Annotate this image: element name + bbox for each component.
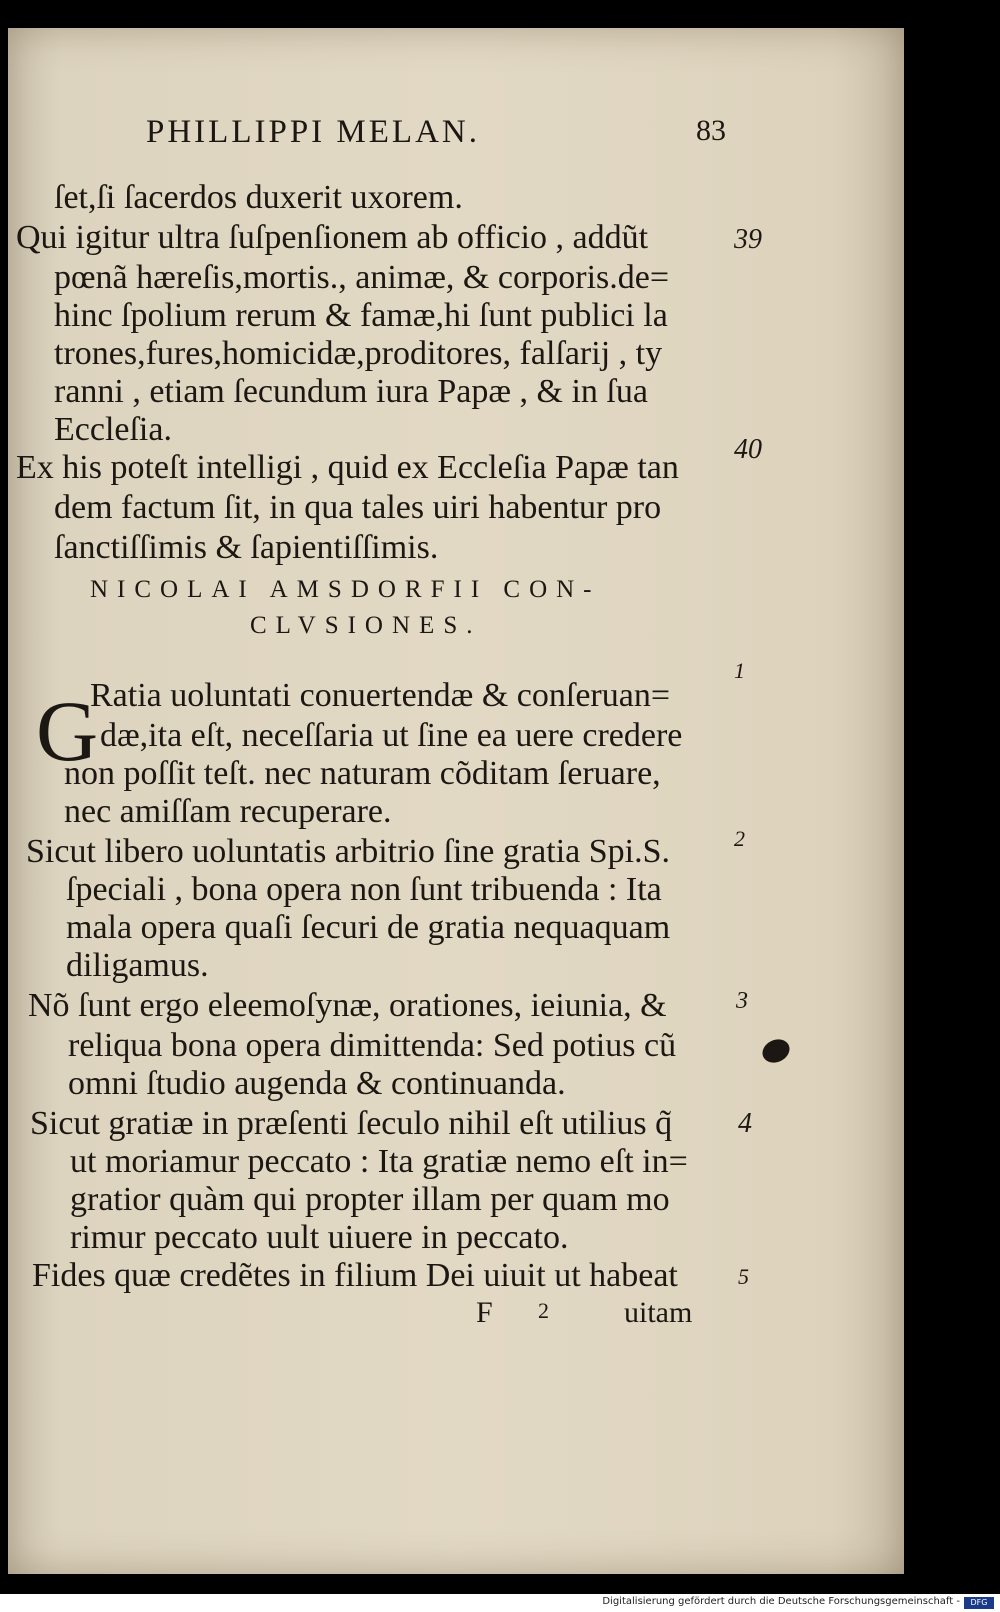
margin-number: 3	[736, 988, 748, 1014]
text-line: dem factum ſit, in qua tales uiri habentur pro	[54, 489, 662, 526]
dfg-logo: DFG	[964, 1597, 994, 1609]
dropcap-letter: G	[36, 683, 99, 779]
text-line: Sicut gratiæ in præſenti ſeculo nihil eſt utilius q̃	[30, 1105, 673, 1142]
margin-number: 40	[734, 434, 762, 465]
ink-blot	[759, 1035, 794, 1067]
text-line: ſanctiſſimis & ſapientiſſimis.	[54, 529, 439, 566]
text-line: pœnã hæreſis,mortis., animæ, & corporis.de=	[54, 259, 670, 296]
text-line: ranni , etiam ſecundum iura Papæ , & in ſua	[54, 373, 648, 410]
text-line: trones,fures,homicidæ,proditores, falſarij , ty	[54, 335, 663, 372]
book-page	[8, 28, 904, 1574]
footer-credit: Digitalisierung gefördert durch die Deutsche Forschungsgemeinschaft -	[602, 1596, 960, 1607]
catchword: uitam	[624, 1296, 693, 1329]
signature-mark: F	[476, 1296, 493, 1329]
folio-number: 83	[696, 114, 726, 147]
margin-number: 39	[734, 224, 762, 255]
text-line: ſet,ſi ſacerdos duxerit uxorem.	[54, 179, 463, 216]
text-line: Ratia uoluntati conuertendæ & conſeruan=	[90, 677, 671, 714]
text-line: mala opera quaſi ſecuri de gratia nequaquam	[66, 909, 671, 946]
margin-number: 5	[738, 1264, 749, 1289]
section-title-line2: CLVSIONES.	[250, 612, 482, 639]
running-title: PHILLIPPI MELAN.	[146, 114, 480, 150]
text-line: diligamus.	[66, 947, 209, 984]
text-line: dæ,ita eſt, neceſſaria ut ſine ea uere credere	[100, 717, 683, 754]
margin-number: 4	[738, 1108, 752, 1139]
text-line: non poſſit teſt. nec naturam cõditam ſeruare,	[64, 755, 661, 792]
text-line: Qui igitur ultra ſuſpenſionem ab officio , addũt	[16, 219, 649, 256]
signature-number: 2	[538, 1298, 549, 1323]
text-line: nec amiſſam recuperare.	[64, 793, 392, 830]
text-line: hinc ſpolium rerum & famæ,hi ſunt publici la	[54, 297, 668, 334]
text-line: Nõ ſunt ergo eleemoſynæ, orationes, ieiunia, &	[28, 987, 667, 1024]
text-line: ut moriamur peccato : Ita gratiæ nemo eſt in=	[70, 1143, 688, 1180]
text-line: Fides quæ credẽtes in filium Dei uiuit ut habeat	[32, 1257, 678, 1294]
text-line: Eccleſia.	[54, 411, 172, 448]
margin-number: 2	[734, 826, 745, 851]
text-line: omni ſtudio augenda & continuanda.	[68, 1065, 566, 1102]
text-line: ſpeciali , bona opera non ſunt tribuenda : Ita	[66, 871, 662, 908]
text-line: gratior quàm qui propter illam per quam mo	[70, 1181, 670, 1218]
section-title-line1: NICOLAI AMSDORFII CON-	[90, 576, 601, 603]
text-line: reliqua bona opera dimittenda: Sed potius cũ	[68, 1027, 677, 1064]
text-line: rimur peccato uult uiuere in peccato.	[70, 1219, 569, 1256]
text-line: Sicut libero uoluntatis arbitrio ſine gratia Spi.S.	[26, 833, 671, 870]
text-line: Ex his poteſt intelligi , quid ex Eccleſia Papæ tan	[16, 449, 679, 486]
margin-number: 1	[734, 658, 745, 683]
